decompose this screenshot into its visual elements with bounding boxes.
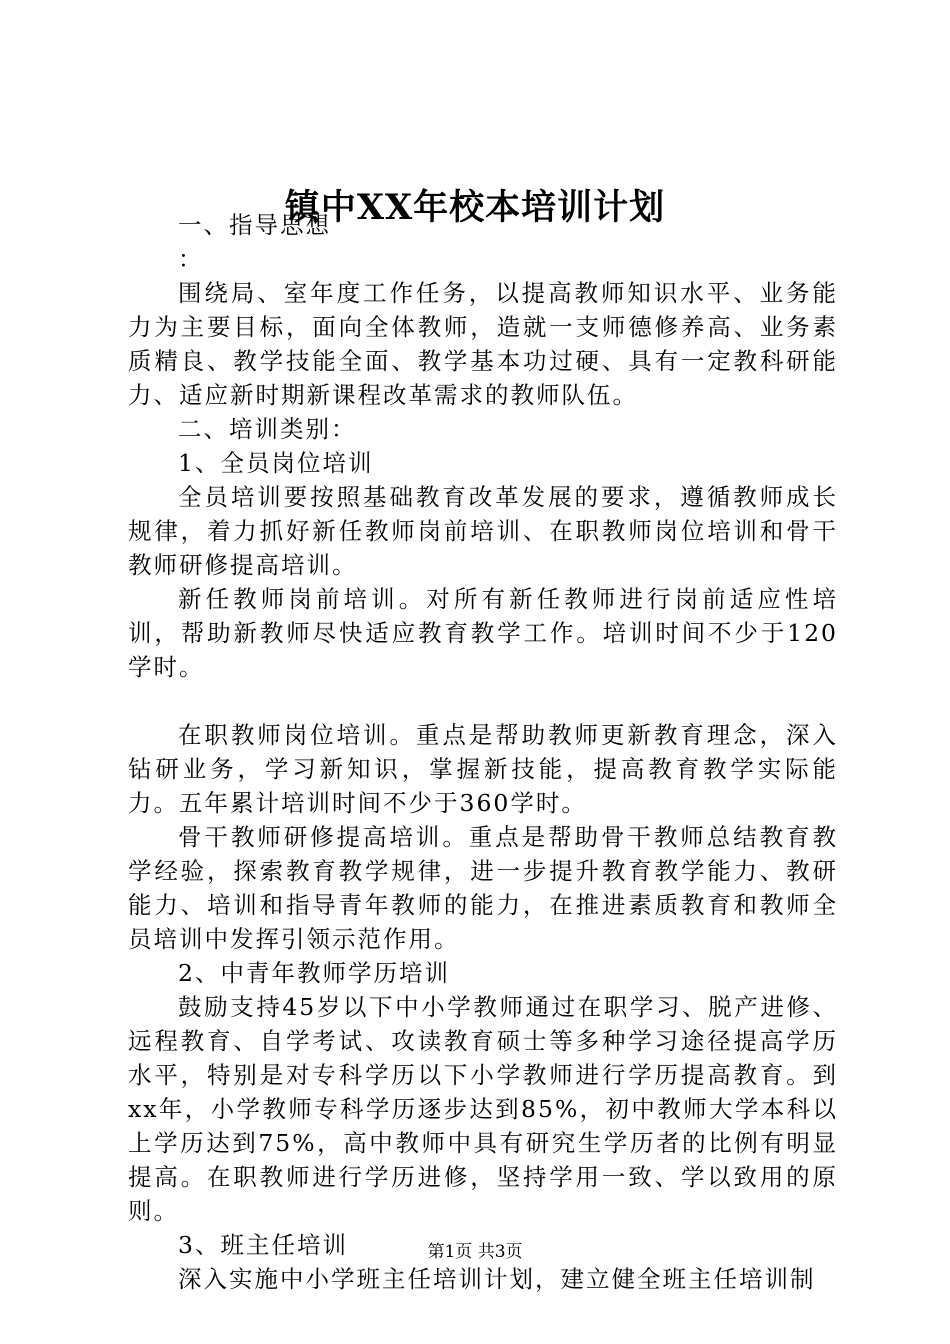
- paragraph-backbone-teacher-training: 骨干教师研修提高培训。重点是帮助骨干教师总结教育教学经验，探索教育教学规律，进一步提升教育教学能力、教研能力、培训和指导青年教师的能力，在推进素质教育和教师全员培训中发挥引领示范作用。: [128, 823, 838, 953]
- page-number-footer: 第1页 共3页: [427, 1242, 523, 1262]
- paragraph-guiding-ideology: 围绕局、室年度工作任务，以提高教师知识水平、业务能力为主要目标，面向全体教师，造就一支师德修养高、业务素质精良、教学技能全面、教学基本功过硬、具有一定教科研能力、适应新时期新课程改革需求的教师队伍。: [128, 279, 838, 409]
- paragraph-in-service-training: 在职教师岗位培训。重点是帮助教师更新教育理念，深入钻研业务，学习新知识，掌握新技能，提高教育教学实际能力。五年累计培训时间不少于360学时。: [128, 721, 838, 817]
- section-heading-guiding-ideology: 一、指导思想: [178, 211, 331, 239]
- section-heading-training-categories: 二、培训类别：: [178, 415, 357, 443]
- paragraph-head-teacher-training: 深入实施中小学班主任培训计划，建立健全班主任培训制: [178, 1265, 816, 1293]
- subheading-all-staff-training: 1、全员岗位培训: [178, 449, 374, 477]
- blank-line: [128, 684, 838, 718]
- document-body: [128, 208, 838, 1296]
- paragraph-new-teacher-training: 新任教师岗前培训。对所有新任教师进行岗前适应性培训，帮助新教师尽快适应教育教学工作。培训时间不少于120学时。: [128, 585, 838, 681]
- stray-colon: ：: [178, 245, 204, 273]
- paragraph-degree-training: 鼓励支持45岁以下中小学教师通过在职学习、脱产进修、远程教育、自学考试、攻读教育硕士等多种学习途径提高学历水平，特别是对专科学历以下小学教师进行学历提高教育。到xx年，小学教师专科学历逐步达到85%，初中教师大学本科以上学历达到75%，高中教师中具有研究生学历者的比例有明显提高。在职教师进行学历进修，坚持学用一致、学以致用的原则。: [128, 993, 838, 1225]
- subheading-degree-training: 2、中青年教师学历培训: [178, 959, 450, 987]
- subheading-head-teacher-training: 3、班主任培训: [178, 1231, 348, 1259]
- document-title: 镇中XX年校本培训计划: [284, 187, 666, 228]
- paragraph-all-staff-training: 全员培训要按照基础教育改革发展的要求，遵循教师成长规律，着力抓好新任教师岗前培训、在职教师岗位培训和骨干教师研修提高培训。: [128, 483, 838, 579]
